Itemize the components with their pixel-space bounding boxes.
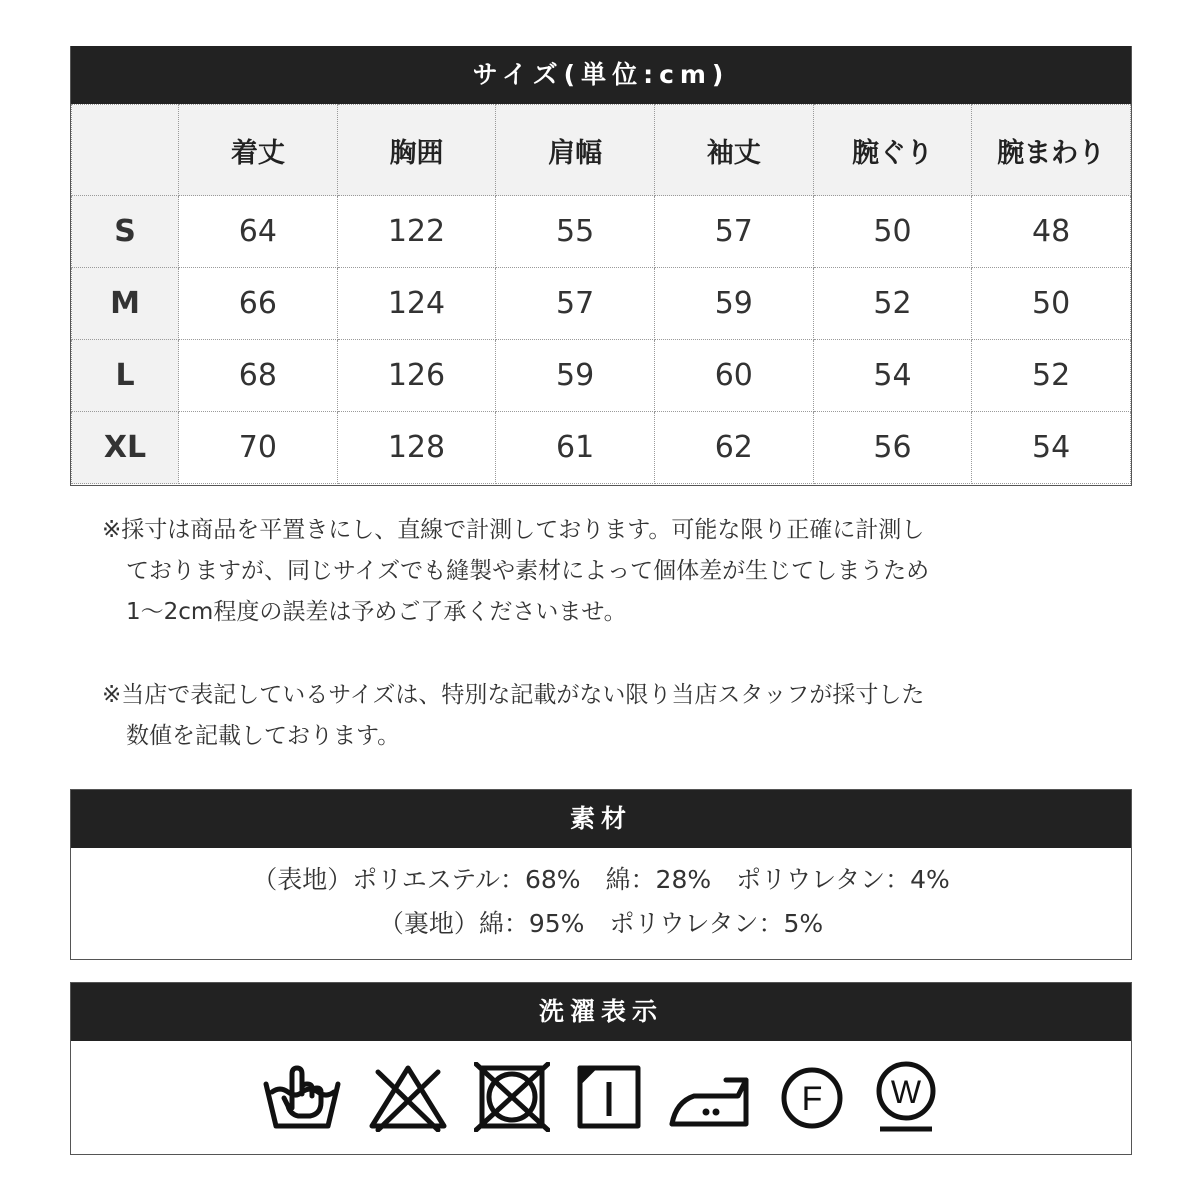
material-title: 素材: [71, 790, 1131, 848]
table-cell: 55: [496, 196, 655, 268]
low-iron-icon: [668, 1062, 752, 1132]
table-cell: 50: [813, 196, 972, 268]
header-chest: 胸囲: [337, 105, 496, 196]
table-cell: 124: [337, 268, 496, 340]
note-line: ※採寸は商品を平置きにし、直線で計測しております。可能な限り正確に計測し: [102, 517, 925, 543]
table-cell: 62: [654, 412, 813, 484]
material-body: [71, 848, 1131, 946]
table-row: [72, 340, 1131, 412]
header-arm-circumference: 腕まわり: [972, 105, 1131, 196]
table-cell: 52: [813, 268, 972, 340]
size-table-corner: [72, 105, 179, 196]
table-cell: 54: [972, 412, 1131, 484]
table-cell: 59: [654, 268, 813, 340]
care-panel: [70, 982, 1132, 1155]
no-bleach-icon: [368, 1062, 448, 1132]
size-table-header-row: [72, 105, 1131, 196]
table-cell: 126: [337, 340, 496, 412]
size-table: [71, 104, 1131, 484]
header-shoulder: 肩幅: [496, 105, 655, 196]
note-line: ておりますが、同じサイズでも縫製や素材によって個体差が生じてしまうため: [126, 558, 930, 584]
size-label: M: [72, 268, 179, 340]
header-length: 着丈: [179, 105, 338, 196]
table-cell: 128: [337, 412, 496, 484]
note-line: 1～2cm程度の誤差は予めご了承くださいませ。: [126, 599, 627, 625]
table-cell: 66: [179, 268, 338, 340]
table-cell: 122: [337, 196, 496, 268]
note-line: ※当店で表記しているサイズは、特別な記載がない限り当店スタッフが採寸した: [102, 682, 925, 708]
table-cell: 48: [972, 196, 1131, 268]
material-panel: [70, 789, 1132, 960]
measurement-note: [102, 510, 1042, 633]
size-label: L: [72, 340, 179, 412]
header-sleeve: 袖丈: [654, 105, 813, 196]
drip-dry-icon: [576, 1062, 642, 1132]
wet-clean-letter: W: [890, 1074, 922, 1110]
table-cell: 57: [496, 268, 655, 340]
care-icons: [71, 1041, 1131, 1153]
table-cell: 50: [972, 268, 1131, 340]
table-cell: 68: [179, 340, 338, 412]
care-title: 洗濯表示: [71, 983, 1131, 1041]
lining-composition: （裏地）綿：95% ポリウレタン：5%: [378, 909, 824, 938]
table-cell: 52: [972, 340, 1131, 412]
table-cell: 59: [496, 340, 655, 412]
table-cell: 70: [179, 412, 338, 484]
table-cell: 56: [813, 412, 972, 484]
table-row: [72, 196, 1131, 268]
table-cell: 54: [813, 340, 972, 412]
outer-fabric-composition: （表地）ポリエステル：68% 綿：28% ポリウレタン：4%: [252, 865, 950, 894]
wet-clean-w-icon: [872, 1059, 940, 1135]
table-cell: 61: [496, 412, 655, 484]
table-row: [72, 412, 1131, 484]
size-label: XL: [72, 412, 179, 484]
table-cell: 60: [654, 340, 813, 412]
table-cell: 64: [179, 196, 338, 268]
note-line: 数値を記載しております。: [126, 723, 401, 749]
size-chart-title: サイズ(単位:cm): [71, 46, 1131, 104]
header-armhole: 腕ぐり: [813, 105, 972, 196]
dry-clean-letter: F: [801, 1080, 823, 1118]
size-chart-panel: [70, 46, 1132, 486]
hand-wash-icon: [262, 1062, 342, 1132]
table-cell: 57: [654, 196, 813, 268]
staff-measurement-note: [102, 675, 1042, 757]
table-row: [72, 268, 1131, 340]
dry-clean-f-icon: [778, 1062, 846, 1132]
no-tumble-dry-icon: [474, 1062, 550, 1132]
size-label: S: [72, 196, 179, 268]
